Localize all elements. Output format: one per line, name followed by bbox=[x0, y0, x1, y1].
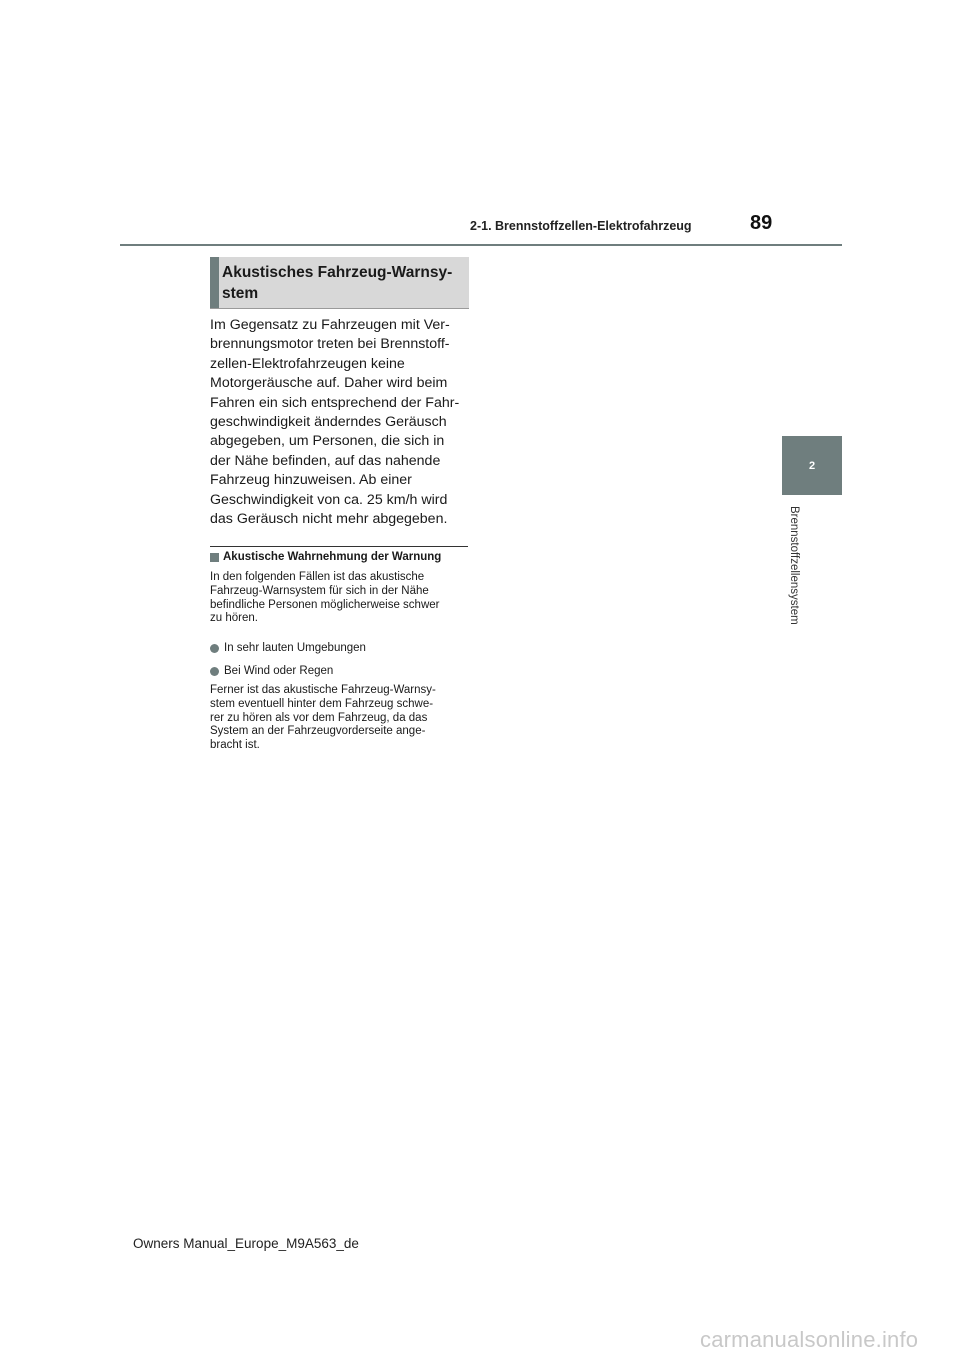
list-item bbox=[210, 642, 366, 654]
subsection-divider bbox=[210, 546, 468, 547]
section-heading-box bbox=[210, 257, 469, 309]
page-number: 89 bbox=[750, 212, 773, 234]
body-line: Geschwindigkeit von ca. 25 km/h wird bbox=[210, 491, 448, 508]
chapter-tab-number: 2 bbox=[808, 459, 816, 472]
header-divider bbox=[120, 244, 842, 246]
body-line: geschwindigkeit änderndes Geräusch bbox=[210, 414, 447, 431]
list-item-text: In sehr lauten Umgebungen bbox=[224, 642, 366, 654]
subsection-heading bbox=[210, 551, 441, 563]
heading-accent-bar bbox=[210, 257, 219, 308]
list-item bbox=[210, 665, 333, 677]
subsection-intro bbox=[210, 571, 439, 626]
circle-bullet-icon bbox=[210, 667, 219, 676]
intro-line: zu hören. bbox=[210, 612, 258, 625]
section-heading bbox=[222, 262, 466, 304]
body-line: zellen-Elektrofahrzeugen keine bbox=[210, 355, 405, 372]
section-header: 2-1. Brennstoffzellen-Elektrofahrzeug bbox=[470, 219, 692, 233]
outro-line: stem eventuell hinter dem Fahrzeug schwe- bbox=[210, 697, 434, 710]
body-line: abgegeben, um Personen, die sich in bbox=[210, 433, 445, 450]
footer-manual-id: Owners Manual_Europe_M9A563_de bbox=[133, 1236, 359, 1251]
body-line: das Geräusch nicht mehr abgegeben. bbox=[210, 511, 448, 528]
circle-bullet-icon bbox=[210, 644, 219, 653]
body-line: Im Gegensatz zu Fahrzeugen mit Ver- bbox=[210, 317, 450, 333]
body-line: brennungsmotor treten bei Brennstoff- bbox=[210, 336, 450, 353]
outro-line: bracht ist. bbox=[210, 739, 260, 752]
subsection-title: Akustische Wahrnehmung der Warnung bbox=[223, 551, 442, 563]
section-heading-line: Akustisches Fahrzeug-Warnsy- bbox=[222, 264, 453, 281]
square-bullet-icon bbox=[210, 553, 219, 562]
intro-line: In den folgenden Fällen ist das akustische bbox=[210, 571, 425, 583]
chapter-tab-label: Brennstoffzellensystem bbox=[788, 506, 800, 625]
body-line: Fahrzeug hinzuweisen. Ab einer bbox=[210, 472, 412, 489]
intro-line: Fahrzeug-Warnsystem für sich in der Nähe bbox=[210, 584, 429, 597]
section-heading-line: stem bbox=[222, 285, 259, 302]
chapter-tab bbox=[782, 436, 842, 495]
outro-line: rer zu hören als vor dem Fahrzeug, da das bbox=[210, 711, 428, 724]
watermark: carmanualsonline.info bbox=[700, 1327, 919, 1352]
outro-line: Ferner ist das akustische Fahrzeug-Warnsy- bbox=[210, 684, 436, 696]
body-paragraph bbox=[210, 316, 472, 529]
body-line: der Nähe befinden, auf das nahende bbox=[210, 452, 441, 469]
intro-line: befindliche Personen möglicherweise schwer bbox=[210, 598, 440, 611]
body-line: Fahren ein sich entsprechend der Fahr- bbox=[210, 394, 460, 411]
body-line: Motorgeräusche auf. Daher wird beim bbox=[210, 375, 448, 392]
subsection-outro bbox=[210, 684, 436, 753]
outro-line: System an der Fahrzeugvorderseite ange- bbox=[210, 725, 426, 738]
list-item-text: Bei Wind oder Regen bbox=[224, 665, 334, 677]
